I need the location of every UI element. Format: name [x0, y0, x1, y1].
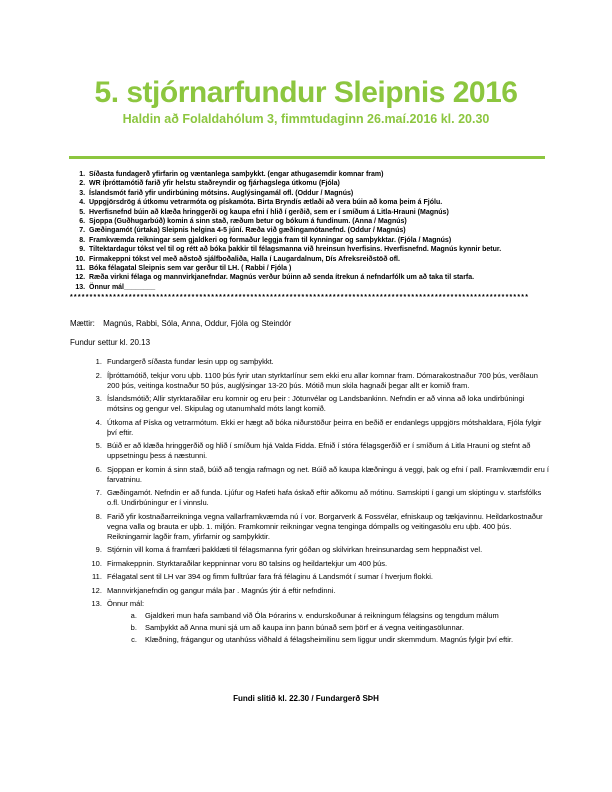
attendance-section: [70, 319, 548, 348]
other-item: c. Klæðning, frágangur og utanhúss viðhald á félagsheimilinu sem liggur undir skemmdum. Magnús fylgir því eftir.: [139, 635, 550, 645]
agenda-item: 6. Sjoppa (Guðhugarbúð) komin á sinn stað, ræðum betur og bókum á fundinum. (Anna / Magnús): [87, 217, 548, 226]
agenda-item: 9. Tiltektardagur tókst vel til og rétt að bóka þakkir til félagsmanna við hreinsun hverfisins. Hverfisnefnd. Magnús kynnir betur.: [87, 245, 548, 254]
asterisk-separator: *********************************************************************************************************************: [70, 294, 530, 302]
minutes-item: 8. Farið yfir kostnaðarreikninga vegna vallarframkvæmda nú í vor. Borgarverk & Fossvélar, efniskaup og tækjavinnu. Heildarkostnaður vegna valla og brauta er uþb. 1. miljón. Framkomnir reikningar vegna tenginga dómpalls og veitingasölu eru uþb. 400 þús. Reikningarnir lagðir fram, yfirfarnir og samþykktir.: [104, 512, 550, 542]
other-item: a. Gjaldkeri mun hafa samband við Óla Þórarins v. endurskoðunar á reikningum félagsins og tengdum málum: [139, 611, 550, 621]
attendees-label: Mættir:: [70, 319, 95, 329]
minutes-list: [84, 357, 550, 645]
divider: [69, 156, 545, 159]
agenda-item: 1. Síðasta fundagerð yfirfarin og væntanlega samþykkt. (engar athugasemdir komnar fram): [87, 170, 548, 179]
agenda-item: 12. Ræða virkni félaga og mannvirkjanefndar. Magnús verður búinn að senda ítrekun á nefndarfólk um að taka til starfa.: [87, 273, 548, 282]
agenda-list: [70, 170, 548, 292]
other-item: b. Samþykkt að Anna muni sjá um að kaupa inn þann búnað sem þörf er á vegna veitingasölunnar.: [139, 623, 550, 633]
minutes-item: 11. Félagatal sent til LH var 394 og fimm fulltrúar fara frá félaginu á Landsmót í sumar í hverjum flokki.: [104, 572, 550, 582]
agenda-item: 7. Gæðingamót (úrtaka) Sleipnis helgina 4-5 júní. Ræða við gæðingamótanefnd. (Oddur / Magnús): [87, 226, 548, 235]
called-to-order-line: Fundur settur kl. 20.13: [70, 338, 151, 348]
minutes-item: 4. Útkoma af Píska og vetrarmótum. Ekki er hægt að bóka niðurstöður þeirra en beðið er endanlegs uppgjörs mótshaldara, Fjóla fylgir því eftir.: [104, 418, 550, 438]
agenda-item: 8. Framkvæmda reikningar sem gjaldkeri og formaður leggja fram til kynningar og samþykktar. (Fjóla / Magnús): [87, 236, 548, 245]
agenda-section: [70, 170, 548, 292]
minutes-item: 5. Búið er að klæða hringgerðið og hlið í smíðum hjá Valda Fidda. Efnið í stóra félagsgerðið er í smíðum á Litla Hrauni og stefnt að uppsetningu þess á næstunni.: [104, 441, 550, 461]
minutes-item-other: [104, 599, 550, 645]
minutes-item: 3. Íslandsmótið; Allir styrktaraðilar eru komnir og eru þeir : Jötunvélar og Landsbankinn. Nefndin er að vinna að loka undirbúningi mótsins og gengur vel. Skipulag og utanumhald móts langt komið.: [104, 394, 550, 414]
minutes-item: 12. Mannvirkjanefndin og gangur mála þar . Magnús ýtir á eftir nefndinni.: [104, 586, 550, 596]
minutes-item: 9. Stjórnin vill koma á framfæri þakklæti til félagsmanna fyrir góðan og skilvirkan hreinsunardag sem heppnaðist vel.: [104, 545, 550, 555]
agenda-item: 13. Önnur mál________: [87, 283, 548, 292]
minutes-item: 6. Sjoppan er komin á sinn stað, búið að tengja rafmagn og net. Búið að kaupa klæðningu á veggi, þak og efni í pall. Framkvæmdir eru í farvatninu.: [104, 465, 550, 485]
minutes-item: 7. Gæðingamót. Nefndin er að funda. Ljúfur og Hafeti hafa óskað eftir aðkomu að mótinu. Samskipti í gangi um skiptingu v. starfsfólks o.fl. Undirbúningur er í vinnslu.: [104, 488, 550, 508]
minutes-item: 10. Firmakeppnin. Styrktaraðilar keppninnar voru 80 talsins og heildartekjur um 400 þús.: [104, 559, 550, 569]
agenda-item: 2. WR íþróttamótið farið yfir helstu staðreyndir og fjárhagslega útkomu (Fjóla): [87, 179, 548, 188]
page-title: 5. stjórnarfundur Sleipnis 2016: [94, 76, 518, 109]
agenda-item: 5. Hverfisnefnd búin að klæða hringgerði og kaupa efni í hlið í gerðið, sem er í smíðum á Litla-Hrauni (Magnús): [87, 208, 548, 217]
agenda-item: 4. Uppgjörsdrög á útkomu vetrarmóta og pískamóta. Birta Bryndís ætlaði að vera búin að koma þeim á Fjólu.: [87, 198, 548, 207]
agenda-item: 11. Bóka félagatal Sleipnis sem var gerður til LH. ( Rabbi / Fjóla ): [87, 264, 548, 273]
page-subtitle: Haldin að Folaldahólum 3, fimmtudaginn 26.maí.2016 kl. 20.30: [122, 112, 490, 126]
attendees-names: Magnús, Rabbi, Sóla, Anna, Oddur, Fjóla og Steindór: [103, 319, 292, 329]
agenda-item: 10. Firmakeppni tókst vel með aðstoð sjálfboðaliða, Halla í Laugardalnum, Dís Afreksreiðstöð ofl.: [87, 255, 548, 264]
other-items-label: Önnur mál:: [107, 599, 145, 609]
attendees-line: [70, 319, 548, 329]
agenda-item: 3. Íslandsmót farið yfir undirbúning mótsins. Auglýsingamál ofl. (Oddur / Magnús): [87, 189, 548, 198]
other-items-list: [107, 611, 550, 645]
minutes-item: 2. Íþróttamótið, tekjur voru uþb. 1100 þús fyrir utan styrktarlínur sem ekki eru allar komnar fram. Dómarakostnaður 700 þús, verðlaun 200 þús, veitinga kostnaður 50 þús, auglýsingar 13-20 þús. Mótið mun skila hagnaði þegar allt er komið fram.: [104, 371, 550, 391]
minutes-section: [84, 357, 550, 645]
minutes-item: 1. Fundargerð síðasta fundar lesin upp og samþykkt.: [104, 357, 550, 367]
footer-note: Fundi slitið kl. 22.30 / Fundargerð SÞH: [233, 694, 379, 703]
